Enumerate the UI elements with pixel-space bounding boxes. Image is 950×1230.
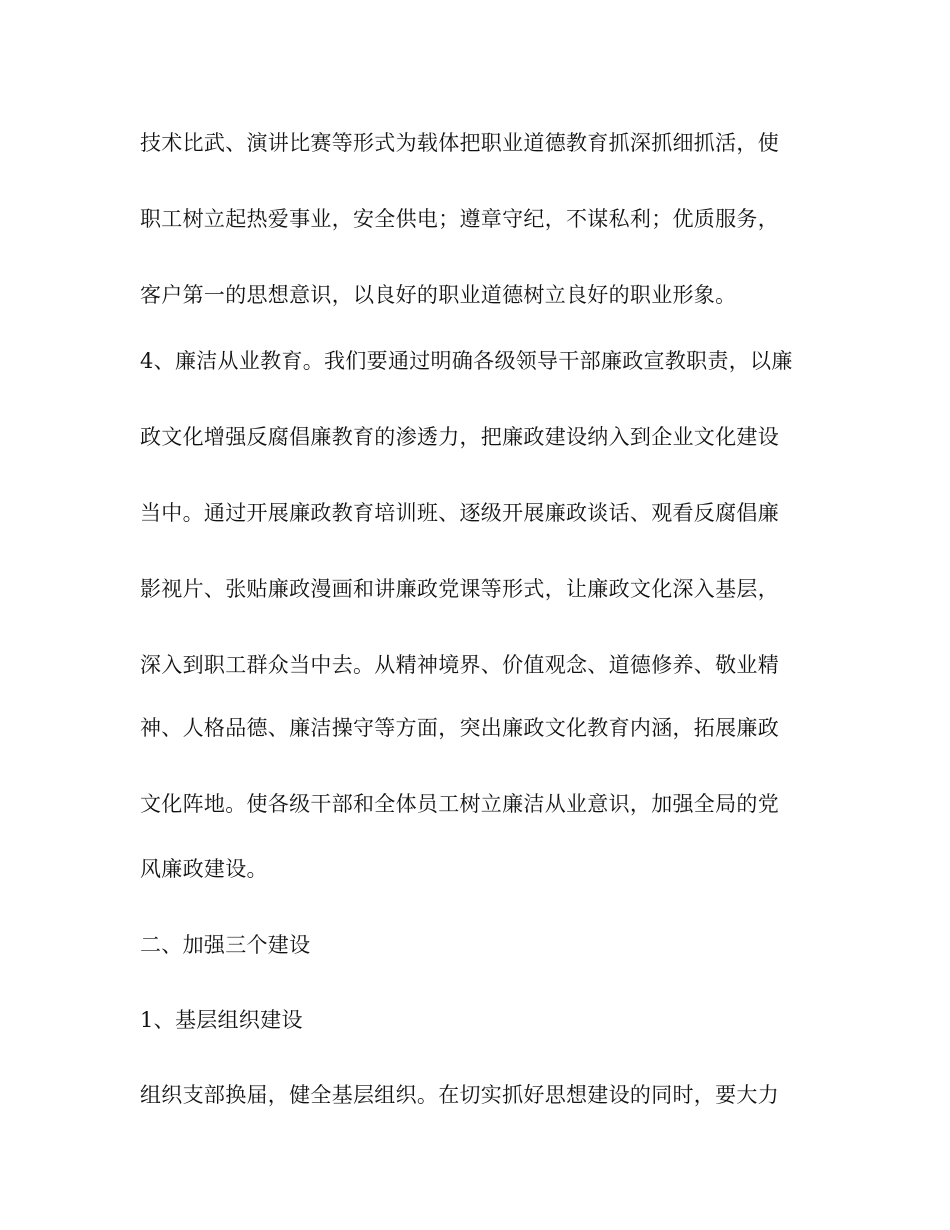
- paragraph-line: 影视片、张贴廉政漫画和讲廉政党课等形式，让廉政文化深入基层，: [140, 577, 779, 601]
- subsection-heading: 1、基层组织建设: [140, 1008, 303, 1032]
- paragraph-line: 深入到职工群众当中去。从精神境界、价值观念、道德修养、敬业精: [140, 653, 779, 677]
- paragraph-line: 组织支部换届，健全基层组织。在切实抓好思想建设的同时，要大力: [140, 1083, 779, 1107]
- paragraph-line: 4、廉洁从业教育。我们要通过明确各级领导干部廉政宣教职责，以廉: [140, 349, 793, 373]
- paragraph-line: 神、人格品德、廉洁操守等方面，突出廉政文化教育内涵，拓展廉政: [140, 716, 779, 740]
- paragraph-line: 政文化增强反腐倡廉教育的渗透力，把廉政建设纳入到企业文化建设: [140, 425, 779, 449]
- paragraph-line: 客户第一的思想意识，以良好的职业道德树立良好的职业形象。: [140, 283, 737, 307]
- paragraph-line: 风廉政建设。: [140, 857, 268, 881]
- paragraph-line: 当中。通过开展廉政教育培训班、逐级开展廉政谈话、观看反腐倡廉: [140, 501, 779, 525]
- paragraph-line: 职工树立起热爱事业，安全供电；遵章守纪，不谋私利；优质服务，: [140, 207, 779, 231]
- paragraph-line: 技术比武、演讲比赛等形式为载体把职业道德教育抓深抓细抓活，使: [140, 131, 779, 155]
- section-heading: 二、加强三个建设: [140, 933, 311, 957]
- paragraph-line: 文化阵地。使各级干部和全体员工树立廉洁从业意识，加强全局的党: [140, 792, 779, 816]
